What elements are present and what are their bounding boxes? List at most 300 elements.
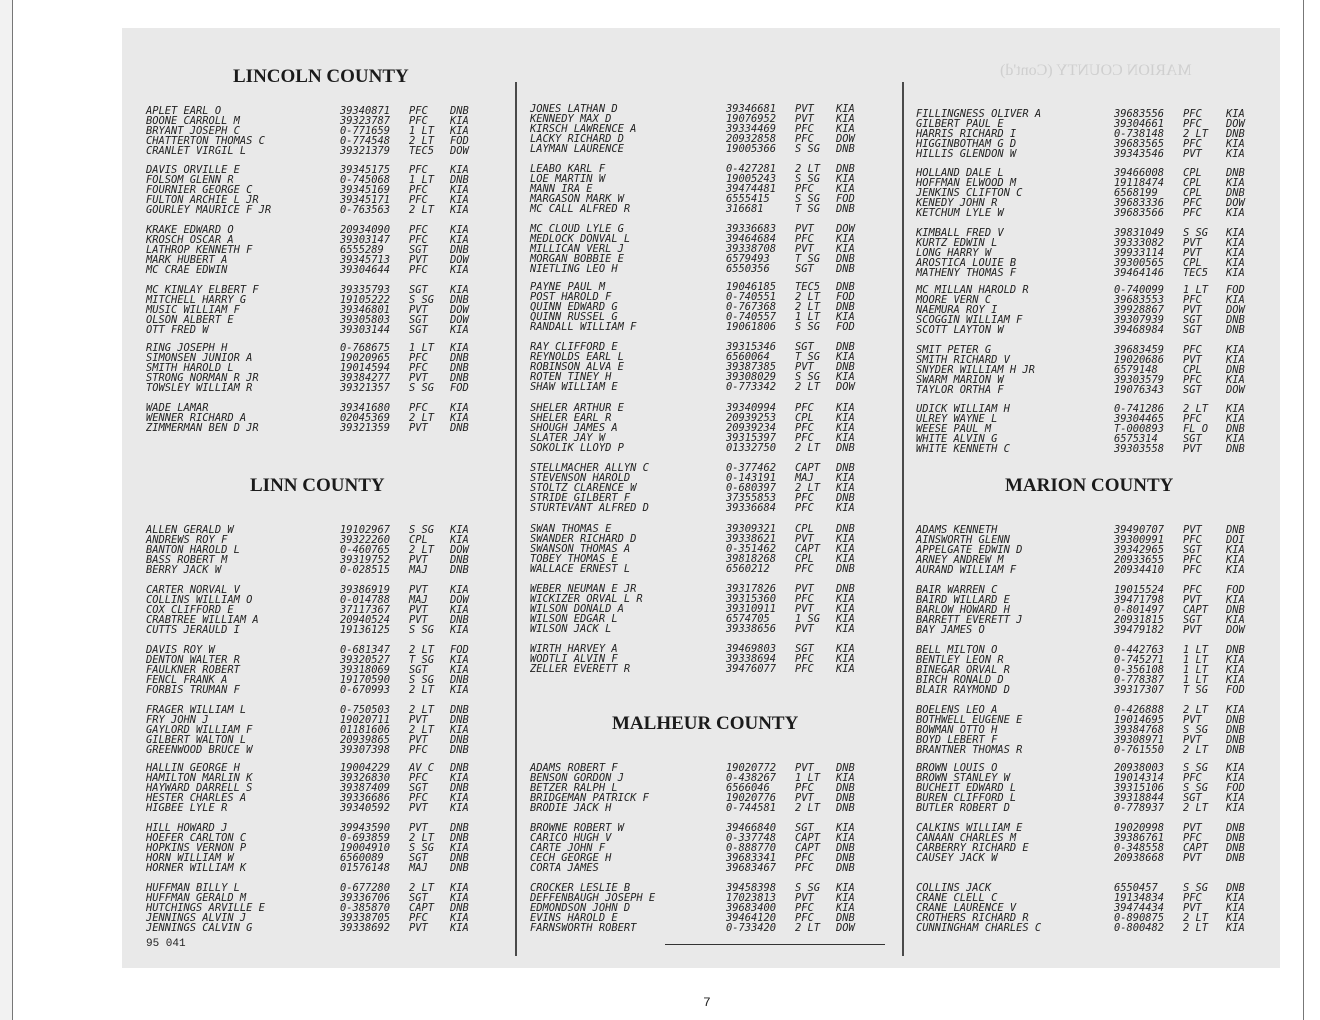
rank: PFC <box>1183 344 1202 356</box>
name: HOPKINS VERNON P <box>146 842 247 855</box>
status-code: KIA <box>836 412 855 425</box>
serial-number: 19020998 <box>1114 822 1165 834</box>
serial-number: 19076343 <box>1114 384 1165 397</box>
name: FARNSWORTH ROBERT <box>530 922 637 935</box>
rank: 2 LT <box>409 832 435 845</box>
name: TOWSLEY WILLIAM R <box>146 382 253 395</box>
rank: PFC <box>795 502 814 515</box>
name: HIGBEE LYLE R <box>146 802 228 815</box>
status-code: KIA <box>450 194 469 207</box>
serial-number: 6560089 <box>340 852 384 865</box>
serial-number: 20938003 <box>1114 762 1165 774</box>
rank: PFC <box>795 123 814 136</box>
name: ALLEN GERALD W <box>146 524 234 536</box>
status-code: DNB <box>450 554 469 567</box>
rank: CPL <box>1183 364 1202 377</box>
serial-number: 39336686 <box>340 792 391 805</box>
status-code: KIA <box>450 842 469 855</box>
rank: PFC <box>1183 832 1202 845</box>
rank: S SG <box>1183 724 1209 737</box>
name: SWARM MARION W <box>916 374 1004 387</box>
rank: 2 LT <box>795 291 821 304</box>
status-code: DNB <box>836 341 855 353</box>
status-code: KIA <box>836 113 855 126</box>
serial-number: 39943590 <box>340 822 391 834</box>
name: REYNOLDS EARL L <box>530 351 624 364</box>
name: BAY JAMES O <box>916 624 985 637</box>
rank: PVT <box>795 603 814 616</box>
status-code: DNB <box>450 422 469 435</box>
roster-row <box>530 664 890 674</box>
status-code: KIA <box>1226 792 1245 805</box>
serial-number: 01332750 <box>726 442 777 455</box>
section-heading: LINN COUNTY <box>250 475 385 496</box>
serial-number: 39683400 <box>726 902 777 915</box>
rank: 2 LT <box>1183 922 1209 935</box>
name: SWAN THOMAS E <box>530 523 612 535</box>
serial-number: 01576148 <box>340 862 391 875</box>
serial-number: 39386919 <box>340 584 391 596</box>
name: JENKINS CLIFTON C <box>916 187 1023 200</box>
serial-number: 39346681 <box>726 103 777 115</box>
rank: PVT <box>795 361 814 374</box>
status-code: KIA <box>836 311 855 324</box>
serial-number: 0-014788 <box>340 594 391 607</box>
serial-number: 39343546 <box>1114 148 1165 161</box>
status-code: DNB <box>450 352 469 365</box>
name: SWANSON THOMAS A <box>530 543 631 556</box>
rank: SGT <box>1183 792 1202 805</box>
serial-number: 39334469 <box>726 123 777 136</box>
serial-number: 39303144 <box>340 324 391 337</box>
status-code: DNB <box>450 614 469 627</box>
status-code: DNB <box>1226 644 1245 656</box>
serial-number: 39304465 <box>1114 413 1165 426</box>
name: TAYLOR ORTHA F <box>916 384 1004 397</box>
status-code: KIA <box>450 412 469 425</box>
name: BRODIE JACK H <box>530 802 612 815</box>
serial-number: 0-778387 <box>1114 674 1165 687</box>
serial-number: 0-670993 <box>340 684 391 697</box>
status-code: KIA <box>1226 267 1245 280</box>
rank: PVT <box>1183 624 1202 637</box>
name: CROCKER LESLIE B <box>530 882 631 894</box>
rank: PFC <box>795 852 814 865</box>
rank: S SG <box>1183 882 1209 894</box>
serial-number: 39831049 <box>1114 227 1165 239</box>
serial-number: 0-681347 <box>340 644 391 656</box>
name: MC MILLAN HAROLD R <box>916 284 1029 296</box>
rank: 2 LT <box>409 684 435 697</box>
serial-number: 0-738148 <box>1114 128 1165 141</box>
serial-number: 0-740557 <box>726 311 777 324</box>
name: ADAMS ROBERT F <box>530 762 618 774</box>
status-code: KIA <box>1226 772 1245 785</box>
status-code: KIA <box>836 603 855 616</box>
rank: SGT <box>1183 324 1202 337</box>
serial-number: 39464146 <box>1114 267 1165 280</box>
rank: CAPT <box>795 462 821 474</box>
status-code: KIA <box>450 284 469 296</box>
name: ARNEY ANDREW M <box>916 554 1004 567</box>
name: MC KINLAY ELBERT F <box>146 284 259 296</box>
serial-number: 39335793 <box>340 284 391 296</box>
name: BRIDGEMAN PATRICK F <box>530 792 649 805</box>
status-code: KIA <box>1226 554 1245 567</box>
rank: SGT <box>409 782 428 795</box>
rank: PFC <box>409 105 428 117</box>
serial-number: 6566046 <box>726 782 770 795</box>
status-code: DNB <box>450 372 469 385</box>
section-heading: MARION COUNTY <box>1005 475 1174 496</box>
status-code: KIA <box>836 892 855 905</box>
status-code: KIA <box>1226 544 1245 557</box>
rank: SGT <box>795 263 814 276</box>
name: SHELER EARL R <box>530 412 612 425</box>
status-code: DNB <box>836 912 855 925</box>
serial-number: 39338656 <box>726 623 777 636</box>
roster-row <box>530 923 890 933</box>
name: BUCHEIT EDWARD L <box>916 782 1017 795</box>
status-code: KIA <box>1226 108 1245 120</box>
rank: PVT <box>409 922 428 935</box>
name: APLET EARL O <box>146 105 222 117</box>
rank: PVT <box>1183 714 1202 727</box>
status-code: DNB <box>1226 724 1245 737</box>
rank: PFC <box>409 194 428 207</box>
status-code: DNB <box>1226 604 1245 617</box>
rank: PVT <box>1183 148 1202 161</box>
rank: PFC <box>1183 772 1202 785</box>
status-code: DNB <box>836 263 855 276</box>
serial-number: 39307939 <box>1114 314 1165 327</box>
serial-number: 0-438267 <box>726 772 777 785</box>
name: NIETLING LEO H <box>530 263 618 276</box>
column-divider-right <box>902 82 904 956</box>
rank: S SG <box>795 193 821 206</box>
name: DENTON WALTER R <box>146 654 240 667</box>
name: BINEGAR ORVAL R <box>916 664 1010 677</box>
name: KROSCH OSCAR A <box>146 234 234 247</box>
serial-number: 39319752 <box>340 554 391 567</box>
name: COX CLIFFORD E <box>146 604 234 617</box>
name: HORNER WILLIAM K <box>146 862 247 875</box>
rank: S SG <box>795 321 821 334</box>
name: WODTLI ALVIN F <box>530 653 618 666</box>
status-code: KIA <box>1226 654 1245 667</box>
serial-number: 19046185 <box>726 281 777 293</box>
status-code: KIA <box>450 204 469 217</box>
name: BANTON HAROLD L <box>146 544 240 557</box>
rank: PFC <box>409 224 428 236</box>
serial-number: 19020686 <box>1114 354 1165 367</box>
rank: SGT <box>409 314 428 327</box>
status-code: KIA <box>1226 564 1245 577</box>
rank: CPL <box>795 553 814 566</box>
name: SCOGGIN WILLIAM F <box>916 314 1023 327</box>
name: CHATTERTON THOMAS C <box>146 135 265 148</box>
rank: SGT <box>1183 433 1202 446</box>
serial-number: 0-773342 <box>726 381 777 394</box>
rank: 2 LT <box>795 163 821 175</box>
status-code: KIA <box>836 243 855 256</box>
name: KETCHUM LYLE W <box>916 207 1004 220</box>
rank: PFC <box>1183 413 1202 426</box>
roster-row <box>530 264 890 274</box>
roster-row <box>916 685 1276 695</box>
status-code: DNB <box>1226 423 1245 436</box>
status-code: KIA <box>450 792 469 805</box>
serial-number: 6574705 <box>726 613 770 626</box>
rank: PFC <box>409 402 428 414</box>
status-code: DNB <box>450 902 469 915</box>
status-code: DNB <box>450 862 469 875</box>
name: BELL MILTON O <box>916 644 998 656</box>
name: HAYWARD DARRELL S <box>146 782 253 795</box>
roster-row <box>146 803 506 813</box>
name: GAYLORD WILLIAM F <box>146 724 253 737</box>
status-code: KIA <box>836 472 855 485</box>
serial-number: 6560064 <box>726 351 770 364</box>
serial-number: 39338621 <box>726 533 777 546</box>
rank: PVT <box>409 584 428 596</box>
serial-number: 01181606 <box>340 724 391 737</box>
name: CALKINS WILLIAM E <box>916 822 1023 834</box>
serial-number: 39683556 <box>1114 108 1165 120</box>
serial-number: 39341680 <box>340 402 391 414</box>
rank: TEC5 <box>1183 267 1209 280</box>
status-code: DOW <box>450 594 469 607</box>
rank: PVT <box>409 714 428 727</box>
name: STELLMACHER ALLYN C <box>530 462 649 474</box>
serial-number: 19118474 <box>1114 177 1165 190</box>
rank: SGT <box>1183 544 1202 557</box>
rank: 1 LT <box>1183 674 1209 687</box>
status-code: KIA <box>1226 664 1245 677</box>
name: FAULKNER ROBERT <box>146 664 240 677</box>
status-code: FOD <box>450 382 469 395</box>
serial-number: 20932858 <box>726 133 777 146</box>
serial-number: 39345713 <box>340 254 391 267</box>
roster-row <box>146 383 506 393</box>
serial-number: 39346801 <box>340 304 391 317</box>
serial-number: 39338705 <box>340 912 391 925</box>
serial-number: 39469803 <box>726 643 777 655</box>
rank: 1 SG <box>795 613 821 626</box>
rank: PVT <box>795 243 814 256</box>
name: HOFFMAN ELWOOD M <box>916 177 1017 190</box>
name: DAVIS ORVILLE E <box>146 164 240 176</box>
status-code: DNB <box>450 852 469 865</box>
name: BUTLER ROBERT D <box>916 802 1010 815</box>
rank: PFC <box>795 663 814 676</box>
rank: PFC <box>409 164 428 176</box>
serial-number: 0-677280 <box>340 882 391 894</box>
status-code: KIA <box>450 624 469 637</box>
serial-number: 19005366 <box>726 143 777 156</box>
name: BASS ROBERT M <box>146 554 228 567</box>
roster-row <box>146 265 506 275</box>
rank: PFC <box>409 264 428 277</box>
status-code: KIA <box>1226 403 1245 415</box>
name: SLATER JAY W <box>530 432 606 445</box>
serial-number: 39303558 <box>1114 443 1165 456</box>
rank: 2 LT <box>409 204 435 217</box>
serial-number: 39474434 <box>1114 902 1165 915</box>
status-code: DNB <box>1226 128 1245 141</box>
name: QUINN RUSSEL G <box>530 311 618 324</box>
roster-row <box>916 208 1276 218</box>
status-code: KIA <box>1226 257 1245 270</box>
status-code: KIA <box>450 892 469 905</box>
rank: PFC <box>409 115 428 128</box>
status-code: KIA <box>1226 912 1245 925</box>
status-code: DNB <box>1226 324 1245 337</box>
name: FRY JOHN J <box>146 714 209 727</box>
rank: PFC <box>795 593 814 606</box>
name: CROTHERS RICHARD R <box>916 912 1029 925</box>
serial-number: 20938668 <box>1114 852 1165 865</box>
serial-number: 19102967 <box>340 524 391 536</box>
name: GREENWOOD BRUCE W <box>146 744 253 757</box>
rank: PVT <box>1183 822 1202 834</box>
name: MORGAN BOBBIE E <box>530 253 624 266</box>
rank: PVT <box>1183 594 1202 607</box>
status-code: KIA <box>450 342 469 354</box>
serial-number: 0-800482 <box>1114 922 1165 935</box>
serial-number: 6560212 <box>726 563 770 576</box>
status-code: KIA <box>450 224 469 236</box>
serial-number: 39387385 <box>726 361 777 374</box>
status-code: FOD <box>450 135 469 148</box>
serial-number: 20940524 <box>340 614 391 627</box>
name: KIMBALL FRED V <box>916 227 1004 239</box>
rank: 2 LT <box>795 442 821 455</box>
status-code: DNB <box>836 762 855 774</box>
name: MUSIC WILLIAM F <box>146 304 240 317</box>
status-code: DNB <box>1226 524 1245 536</box>
rank: PVT <box>1183 524 1202 536</box>
status-code: FOD <box>1226 284 1245 296</box>
name: BIRCH RONALD D <box>916 674 1004 687</box>
name: STRONG NORMAN R JR <box>146 372 259 385</box>
serial-number: 39315397 <box>726 432 777 445</box>
page-border-left <box>0 0 13 1020</box>
name: ROTEN TINEY H <box>530 371 612 384</box>
status-code: KIA <box>450 324 469 337</box>
status-code: KIA <box>1226 207 1245 220</box>
status-code: DNB <box>1226 882 1245 894</box>
roster-row <box>916 745 1276 755</box>
name: MEDLOCK DONVAL L <box>530 233 631 246</box>
name: STRIDE GILBERT F <box>530 492 631 505</box>
name: KENNEDY MAX D <box>530 113 612 126</box>
status-code: KIA <box>450 125 469 138</box>
status-code: DOW <box>450 304 469 317</box>
name: WALLACE ERNEST L <box>530 563 631 576</box>
status-code: DNB <box>1226 314 1245 327</box>
serial-number: 19134834 <box>1114 892 1165 905</box>
status-code: FOD <box>836 321 855 334</box>
rank: PVT <box>795 533 814 546</box>
serial-number: 39315106 <box>1114 782 1165 795</box>
status-code: KIA <box>450 524 469 536</box>
name: SNYDER WILLIAM H JR <box>916 364 1035 377</box>
serial-number: 0-744581 <box>726 802 777 815</box>
status-code: DNB <box>836 842 855 855</box>
name: SOKOLIK LLOYD P <box>530 442 624 455</box>
status-code: KIA <box>450 724 469 737</box>
name: MANN IRA E <box>530 183 593 196</box>
serial-number: 39683336 <box>1114 197 1165 210</box>
roster-row <box>530 863 890 873</box>
serial-number: 39468984 <box>1114 324 1165 337</box>
serial-number: 19076952 <box>726 113 777 126</box>
name: MARK HUBERT A <box>146 254 228 267</box>
status-code: KIA <box>1226 237 1245 250</box>
rank: 2 LT <box>1183 744 1209 757</box>
status-code: KIA <box>450 922 469 935</box>
status-code: DNB <box>836 462 855 474</box>
serial-number: T-000893 <box>1114 423 1165 436</box>
name: CRANLET VIRGIL L <box>146 145 247 158</box>
rank: PFC <box>795 133 814 146</box>
serial-number: 39386761 <box>1114 832 1165 845</box>
serial-number: 0-890875 <box>1114 912 1165 925</box>
roster-row <box>916 149 1276 159</box>
rank: MAJ <box>409 862 428 875</box>
rank: CAPT <box>1183 604 1209 617</box>
name: SWANDER RICHARD D <box>530 533 637 546</box>
name: POST HAROLD F <box>530 291 612 304</box>
status-code: DNB <box>450 782 469 795</box>
rank: PFC <box>1183 584 1202 596</box>
status-code: DNB <box>836 361 855 374</box>
serial-number: 39336683 <box>726 223 777 235</box>
serial-number: 0-761550 <box>1114 744 1165 757</box>
roster-row <box>530 382 890 392</box>
status-code: KIA <box>450 184 469 197</box>
serial-number: 17023813 <box>726 892 777 905</box>
name: CRABTREE WILLIAM A <box>146 614 259 627</box>
name: AROSTICA LOUIE B <box>916 257 1017 270</box>
name: WILSON JACK L <box>530 623 612 636</box>
roster-row <box>146 325 506 335</box>
status-code: DOI <box>1226 534 1245 547</box>
serial-number: 39490707 <box>1114 524 1165 536</box>
name: MATHENY THOMAS F <box>916 267 1017 280</box>
status-code: KIA <box>836 643 855 655</box>
rank: SGT <box>795 643 814 655</box>
status-code: DOW <box>836 133 855 146</box>
name: BRYANT JOSEPH C <box>146 125 240 138</box>
serial-number: 19061806 <box>726 321 777 334</box>
status-code: DNB <box>450 832 469 845</box>
rank: PVT <box>1183 247 1202 260</box>
name: CAUSEY JACK W <box>916 852 998 865</box>
name: CRANE LAURENCE V <box>916 902 1017 915</box>
status-code: KIA <box>450 684 469 697</box>
serial-number: 39318069 <box>340 664 391 677</box>
rank: S SG <box>409 524 435 536</box>
rank: 1 LT <box>1183 654 1209 667</box>
name: CANAAN CHARLES M <box>916 832 1017 845</box>
status-code: KIA <box>1226 148 1245 161</box>
rank: PFC <box>795 862 814 875</box>
footer-code: 95 041 <box>146 938 186 950</box>
name: MC CLOUD LYLE G <box>530 223 624 235</box>
serial-number: 0-460765 <box>340 544 391 557</box>
